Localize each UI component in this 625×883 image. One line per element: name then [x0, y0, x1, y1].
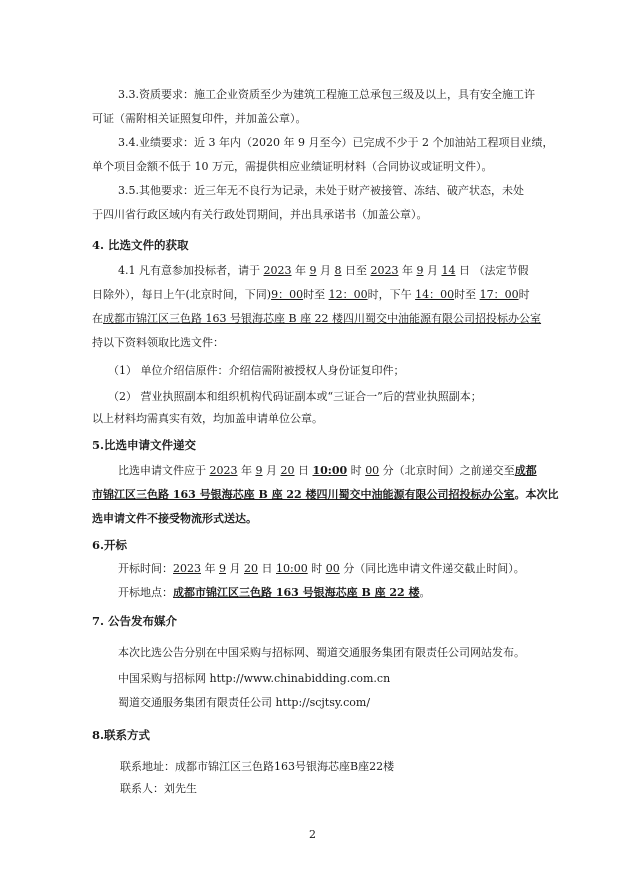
s4-line2: 日除外），每日上午(北京时间，下同)9：00时至 12：00时，下午 14：00时至 17：00时 [92, 288, 530, 301]
contact-address: 联系地址：成都市锦江区三色路163号银海芯座B座22楼 [120, 760, 395, 773]
req-3-4-line2: 单个项目金额不低于 10 万元，需提供相应业绩证明材料（合同协议或证明文件）。 [92, 160, 493, 173]
s7-line1: 本次比选公告分别在中国采购与招标网、蜀道交通服务集团有限责任公司网站发布。 [118, 646, 525, 659]
section-7-heading: 7. 公告发布媒介 [92, 614, 178, 628]
section-8-heading: 8.联系方式 [92, 728, 151, 742]
s4-office-address: 成都市锦江区三色路 163 号银海芯座 B 座 22 楼四川蜀交中油能源有限公司招投标办公室 [103, 312, 542, 325]
page-number: 2 [309, 828, 316, 841]
section-5-heading: 5.比选申请文件递交 [92, 438, 197, 452]
contact-person: 联系人：刘先生 [120, 782, 197, 795]
s4-item2: （2） 营业执照副本和组织机构代码证副本或“三证合一”后的营业执照副本； [108, 390, 482, 403]
section-6-heading: 6.开标 [92, 538, 128, 552]
req-3-3-line2: 可证（需附相关证照复印件，并加盖公章）。 [92, 112, 307, 125]
req-3-3-line1: 3.3.资质要求：施工企业资质至少为建筑工程施工总承包三级及以上，具有安全施工许 [118, 88, 535, 101]
req-3-5-line2: 于四川省行政区域内有关行政处罚期间，并出具承诺书（加盖公章）。 [92, 208, 428, 221]
s6-line2: 开标地点：成都市锦江区三色路 163 号银海芯座 B 座 22 楼。 [118, 586, 431, 599]
s5-line2: 市锦江区三色路 163 号银海芯座 B 座 22 楼四川蜀交中油能源有限公司招投标办公室。本次比 [92, 488, 559, 501]
req-3-4-line1: 3.4.业绩要求：近 3 年内（2020 年 9 月至今）已完成不少于 2 个加油站工程项目业绩， [118, 136, 554, 149]
s4-line3: 在成都市锦江区三色路 163 号银海芯座 B 座 22 楼四川蜀交中油能源有限公司招投标办公室 [92, 312, 542, 325]
s7-line3: 蜀道交通服务集团有限责任公司 http://scjtsy.com/ [118, 696, 371, 709]
s5-line3: 选申请文件不接受物流形式送达。 [92, 512, 257, 525]
s4-item1: （1） 单位介绍信原件：介绍信需附被授权人身份证复印件； [108, 364, 405, 377]
s5-line1: 比选申请文件应于 2023 年 9 月 20 日 10:00 时 00 分（北京时间）之前递交至成都 [118, 464, 537, 477]
s7-line2: 中国采购与招标网 http://www.chinabidding.com.cn [118, 672, 391, 685]
s6-line1: 开标时间：2023 年 9 月 20 日 10:00 时 00 分（同比选申请文件递交截止时间）。 [118, 562, 525, 575]
section-4-heading: 4. 比选文件的获取 [92, 238, 189, 252]
s4-note: 以上材料均需真实有效，均加盖申请单位公章。 [92, 412, 323, 425]
s4-line4: 持以下资料领取比选文件： [92, 336, 224, 349]
req-3-5-line1: 3.5.其他要求：近三年无不良行为记录，未处于财产被接管、冻结、破产状态，未处 [118, 184, 524, 197]
s4-line1: 4.1 凡有意参加投标者，请于 2023 年 9 月 8 日至 2023 年 9 月 14 日 （法定节假 [118, 264, 529, 277]
